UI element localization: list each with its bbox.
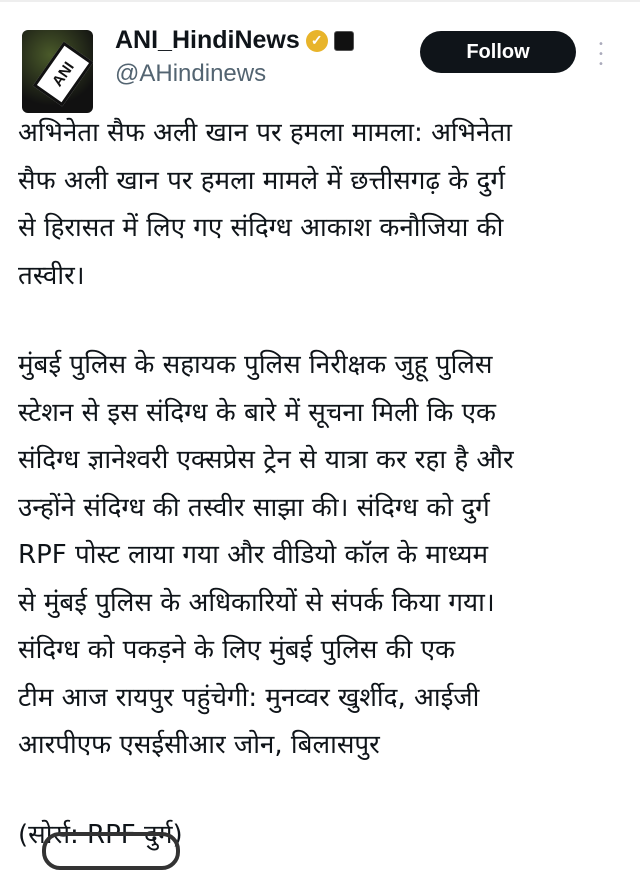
avatar-logo: ANI — [33, 42, 93, 107]
tweet-line: संदिग्ध को पकड़ने के लिए मुंबई पुलिस की एक — [18, 635, 455, 665]
affiliate-badge-icon — [334, 31, 354, 51]
tweet-line: अभिनेता सैफ अली खान पर हमला मामला: अभिनेता — [18, 118, 512, 148]
tweet-line: सैफ अली खान पर हमला मामले में छत्तीसगढ़ के दुर्ग — [18, 165, 505, 196]
tweet-line: उन्होंने संदिग्ध की तस्वीर साझा की। संदिग्ध को दुर्ग — [18, 492, 490, 523]
tweet-line: स्टेशन से इस संदिग्ध के बारे में सूचना मिली कि एक — [18, 397, 496, 428]
paragraph-gap — [18, 770, 514, 812]
avatar[interactable] — [22, 30, 93, 113]
tweet-line: आरपीएफ एसईसीआर जोन, बिलासपुर — [18, 730, 380, 760]
tweet-line: तस्वीर। — [18, 260, 85, 291]
tweet-line: से मुंबई पुलिस के अधिकारियों से संपर्क किया गया। — [18, 587, 495, 618]
paragraph-gap — [18, 300, 514, 342]
follow-button[interactable]: Follow — [420, 31, 576, 73]
top-divider — [0, 0, 640, 2]
more-options-icon[interactable]: • • • — [598, 39, 604, 70]
tweet-paragraph — [18, 342, 514, 770]
verified-badge-icon: ✓ — [306, 30, 328, 52]
tweet-line: (सोर्स: RPF दुर्ग) — [18, 819, 183, 850]
author-name-row[interactable] — [115, 26, 354, 55]
author-name: ANI_HindiNews — [115, 26, 300, 54]
tweet-line: RPF पोस्ट लाया गया और वीडियो कॉल के माध्यम — [18, 540, 489, 570]
tweet-paragraph — [18, 110, 514, 300]
tweet-line: संदिग्ध ज्ञानेश्वरी एक्सप्रेस ट्रेन से यात्रा कर रहा है और — [18, 445, 514, 475]
tweet-line: टीम आज रायपुर पहुंचेगी: मुनव्वर खुर्शीद, आईजी — [18, 682, 480, 713]
tweet-line: से हिरासत में लिए गए संदिग्ध आकाश कनौजिया की — [18, 213, 504, 243]
author-handle[interactable]: @AHindinews — [115, 60, 267, 87]
media-overlay-button[interactable] — [42, 832, 180, 870]
tweet-text — [18, 110, 514, 859]
tweet-line: मुंबई पुलिस के सहायक पुलिस निरीक्षक जुहू पुलिस — [18, 350, 493, 380]
